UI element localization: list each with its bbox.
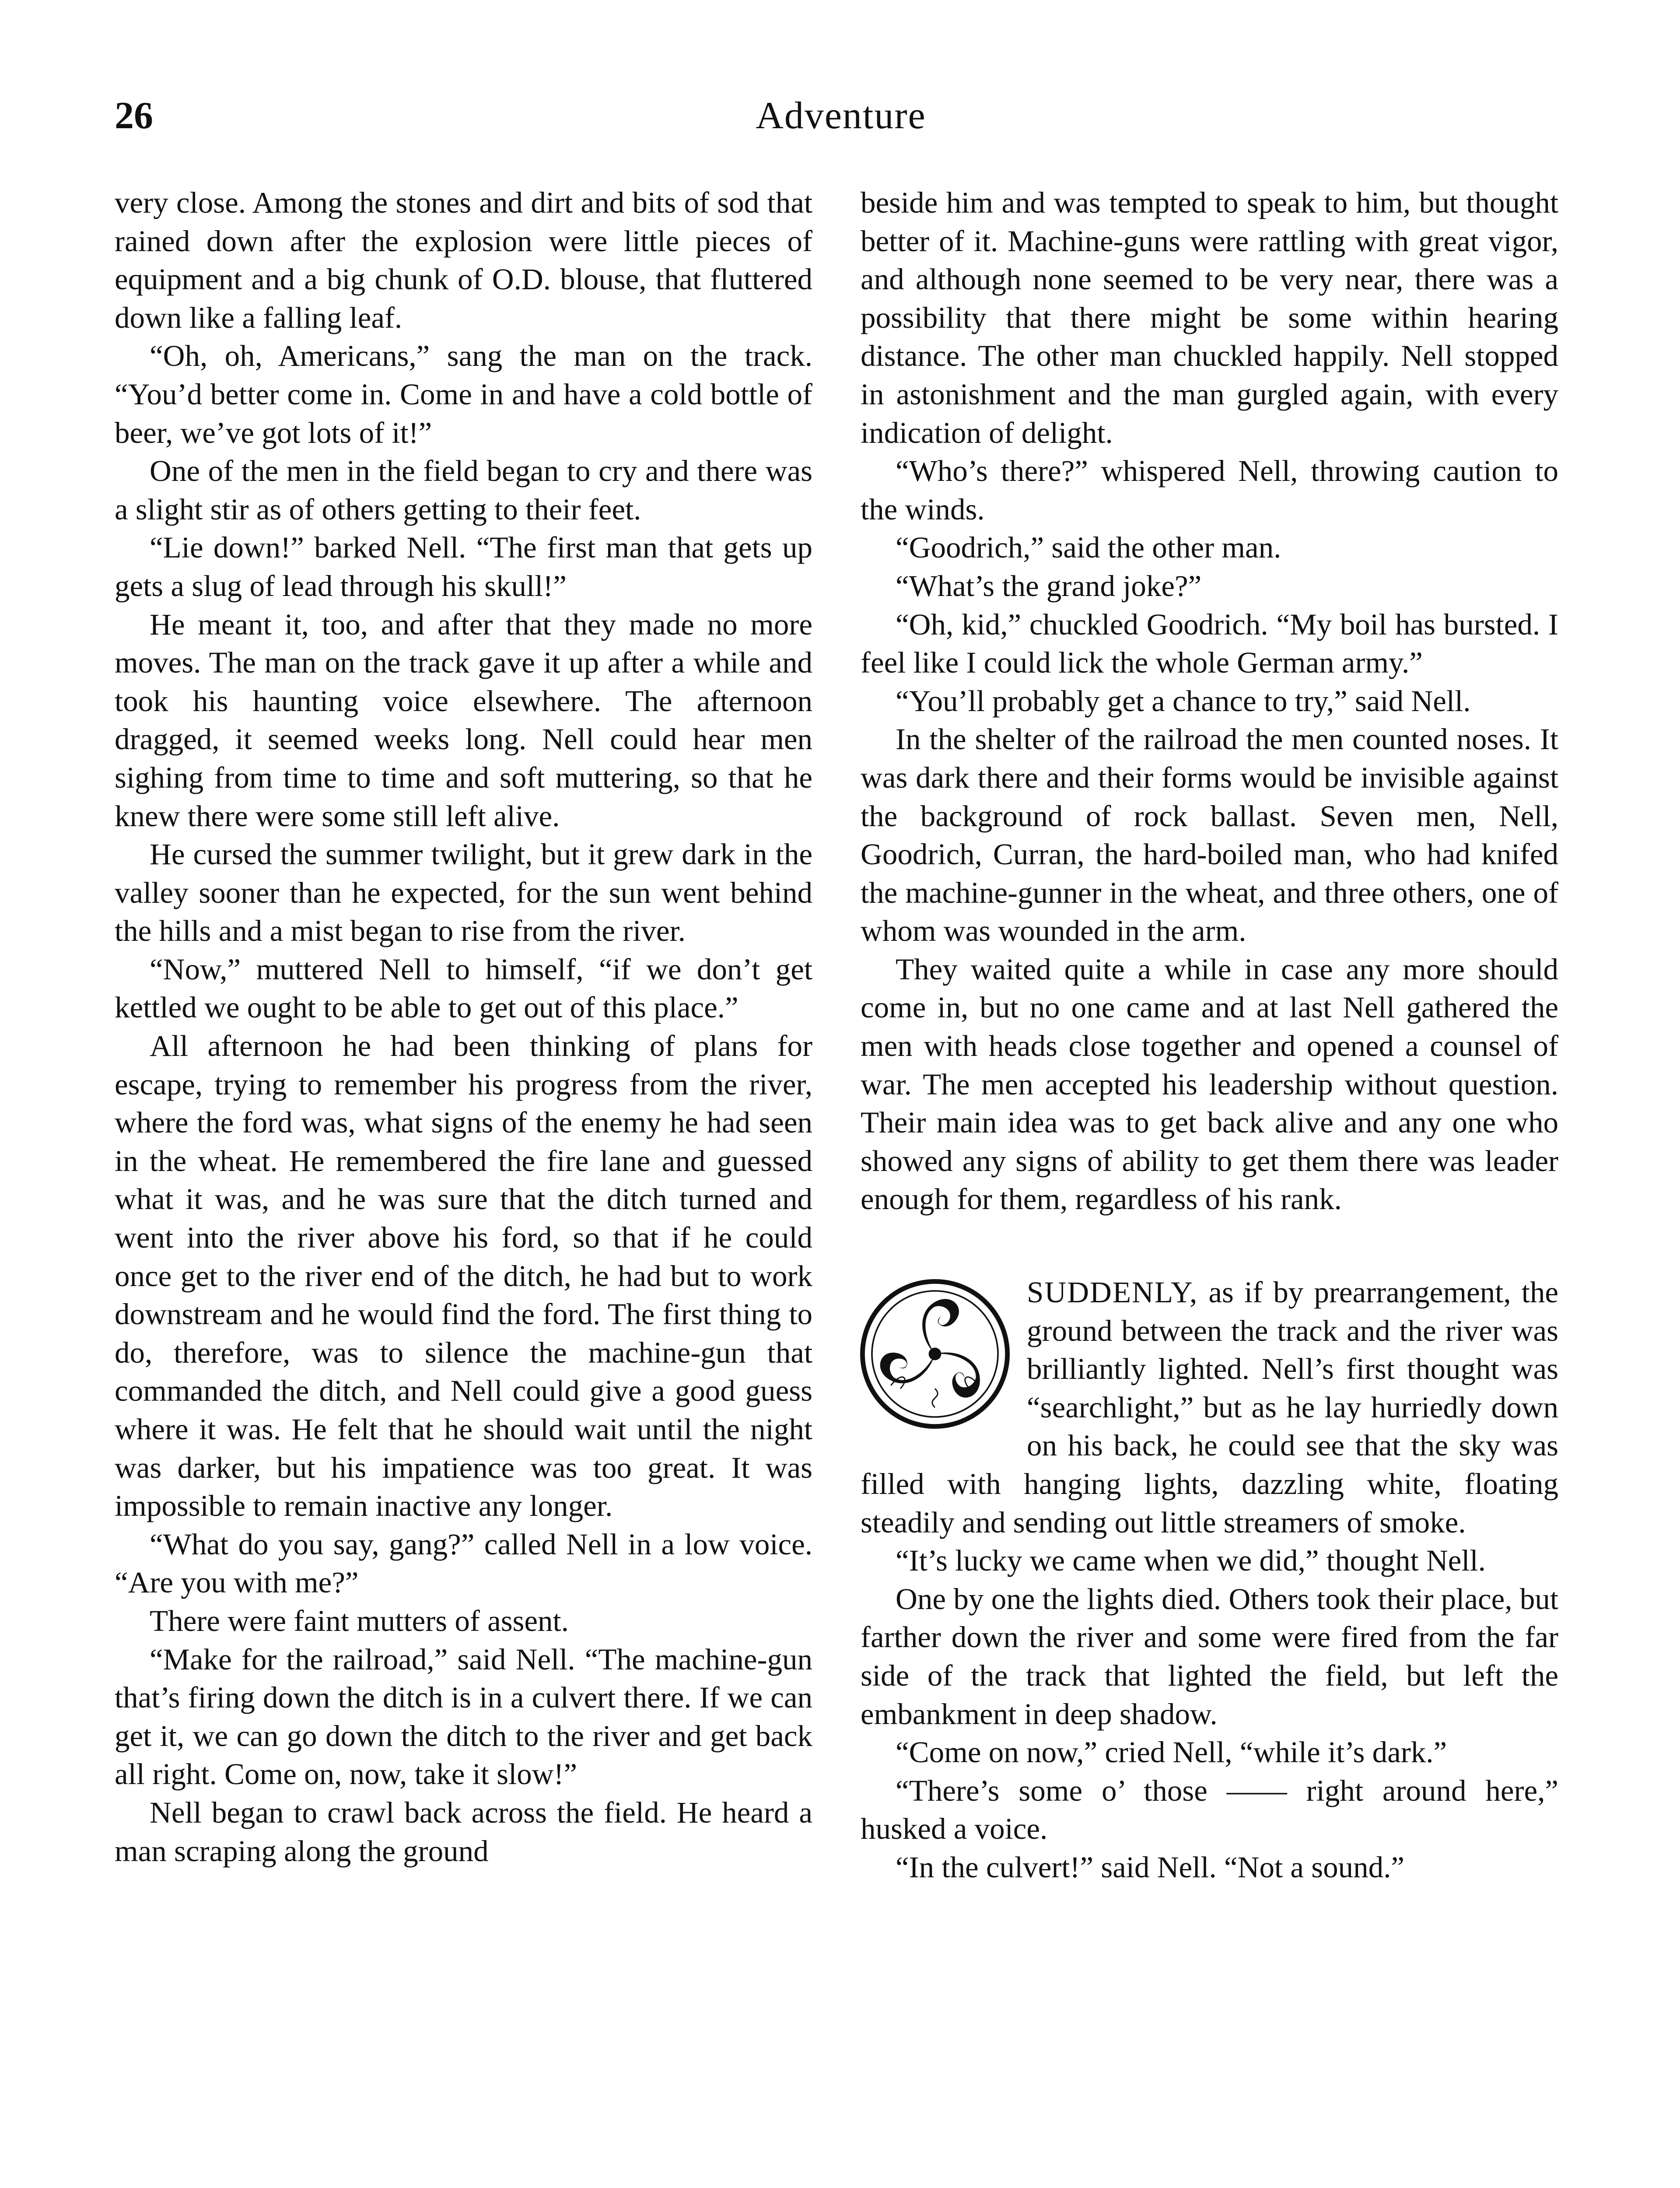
paragraph: All afternoon he had been thinking of plans for escape, trying to remember his progress from the river, where the ford was, what signs of the enemy he had seen in the wheat. He remembered the fire lane and guessed what it was, and he was sure that the ditch turned and went into the river above his ford, so that if he could once get to the river end of the ditch, he had but to work downstream and he would find the ford. The first thing to do, therefore, was to silence the machine-gun that commanded the ditch, and Nell could give a good guess where it was. He felt that he should wait until the night was darker, but his impatience was too great. It was impossible to remain inactive any longer.	[115, 1029, 812, 1523]
triskelion-ornament-icon	[856, 1275, 1014, 1433]
paragraph: “Oh, kid,” chuckled Goodrich. “My boil has bursted. I feel like I could lick the whole German army.”	[861, 607, 1558, 680]
paragraph: very close. Among the stones and dirt and bits of sod that rained down after the explosion were little pieces of equipment and a big chunk of O.D. blouse, that fluttered down like a falling leaf.	[115, 186, 812, 334]
paragraph: In the shelter of the railroad the men counted noses. It was dark there and their forms would be invisible against the background of rock ballast. Seven men, Nell, Goodrich, Curran, the hard-boiled man, who had knifed the machine-gunner in the wheat, and three others, one of whom was wounded in the arm.	[861, 722, 1558, 948]
page-header	[115, 88, 1567, 144]
paragraph: There were faint mutters of assent.	[150, 1604, 569, 1637]
paragraph: “There’s some o’ those —— right around here,” husked a voice.	[861, 1774, 1558, 1846]
paragraph: Nell began to crawl back across the field. He heard a man scraping along the ground	[115, 1795, 812, 1868]
drop-lead-word: SUDDENLY,	[1027, 1276, 1198, 1309]
paragraph: “You’ll probably get a chance to try,” said Nell.	[896, 684, 1471, 718]
paragraph: “In the culvert!” said Nell. “Not a sound.”	[896, 1850, 1404, 1884]
ornament-paragraph	[861, 1273, 1558, 1542]
page-number: 26	[115, 95, 153, 137]
paragraph: He cursed the summer twilight, but it grew dark in the valley sooner than he expected, for the sun went behind the hills and a mist began to rise from the river.	[115, 838, 812, 948]
running-title: Adventure	[756, 95, 926, 137]
paragraph: beside him and was tempted to speak to him, but thought better of it. Machine-guns were rattling with great vigor, and although none seemed to be very near, there was a possibility that there might be some within hearing distance. The other man chuckled happily. Nell stopped in astonishment and the man gurgled again, with every indication of delight.	[861, 186, 1558, 449]
paragraph: “Now,” muttered Nell to himself, “if we don’t get kettled we ought to be able to get out of this place.”	[115, 952, 812, 1024]
paragraph: “Goodrich,” said the other man.	[896, 531, 1281, 565]
paragraph: He meant it, too, and after that they made no more moves. The man on the track gave it up after a while and took his haunting voice elsewhere. The afternoon dragged, it seemed weeks long. Nell could hear men sighing from time to time and soft muttering, so that he knew there were some still left alive.	[115, 607, 812, 833]
paragraph: “Make for the railroad,” said Nell. “The machine-gun that’s firing down the ditch is in a culvert there. If we can get it, we can go down the ditch to the river and get back all right. Come on, now, take it slow!”	[115, 1642, 812, 1791]
right-column	[861, 184, 1558, 1887]
paragraph: “Who’s there?” whispered Nell, throwing caution to the winds.	[861, 454, 1558, 526]
paragraph: One by one the lights died. Others took their place, but farther down the river and some were fired from the far side of the track that lighted the field, but left the embankment in deep shadow.	[861, 1582, 1558, 1731]
paragraph: “Come on now,” cried Nell, “while it’s dark.”	[896, 1736, 1447, 1769]
paragraph: “Lie down!” barked Nell. “The first man that gets up gets a slug of lead through his skull!”	[115, 531, 812, 603]
paragraph: “Oh, oh, Americans,” sang the man on the track. “You’d better come in. Come in and have a cold bottle of beer, we’ve got lots of it!”	[115, 339, 812, 449]
paragraph-text: as if by prearrangement, the ground between the track and the river was brilliantly lighted. Nell’s first thought was “searchlight,” but as he lay hurriedly down on his back, he could see that the sky was filled with hanging lights, dazzling white, floating steadily and sending out little streamers of smoke.	[861, 1276, 1558, 1539]
paragraph: “What’s the grand joke?”	[896, 569, 1202, 603]
paragraph: They waited quite a while in case any more should come in, but no one came and at last Nell gathered the men with heads close together and opened a counsel of war. The men accepted his leadership without question. Their main idea was to get back alive and any one who showed any signs of ability to get them there was leader enough for them, regardless of his rank.	[861, 952, 1558, 1216]
paragraph: “It’s lucky we came when we did,” thought Nell.	[896, 1544, 1486, 1578]
paragraph: One of the men in the field began to cry and there was a slight stir as of others getting to their feet.	[115, 454, 812, 526]
paragraph: “What do you say, gang?” called Nell in a low voice. “Are you with me?”	[115, 1527, 812, 1599]
left-column	[115, 184, 812, 1870]
